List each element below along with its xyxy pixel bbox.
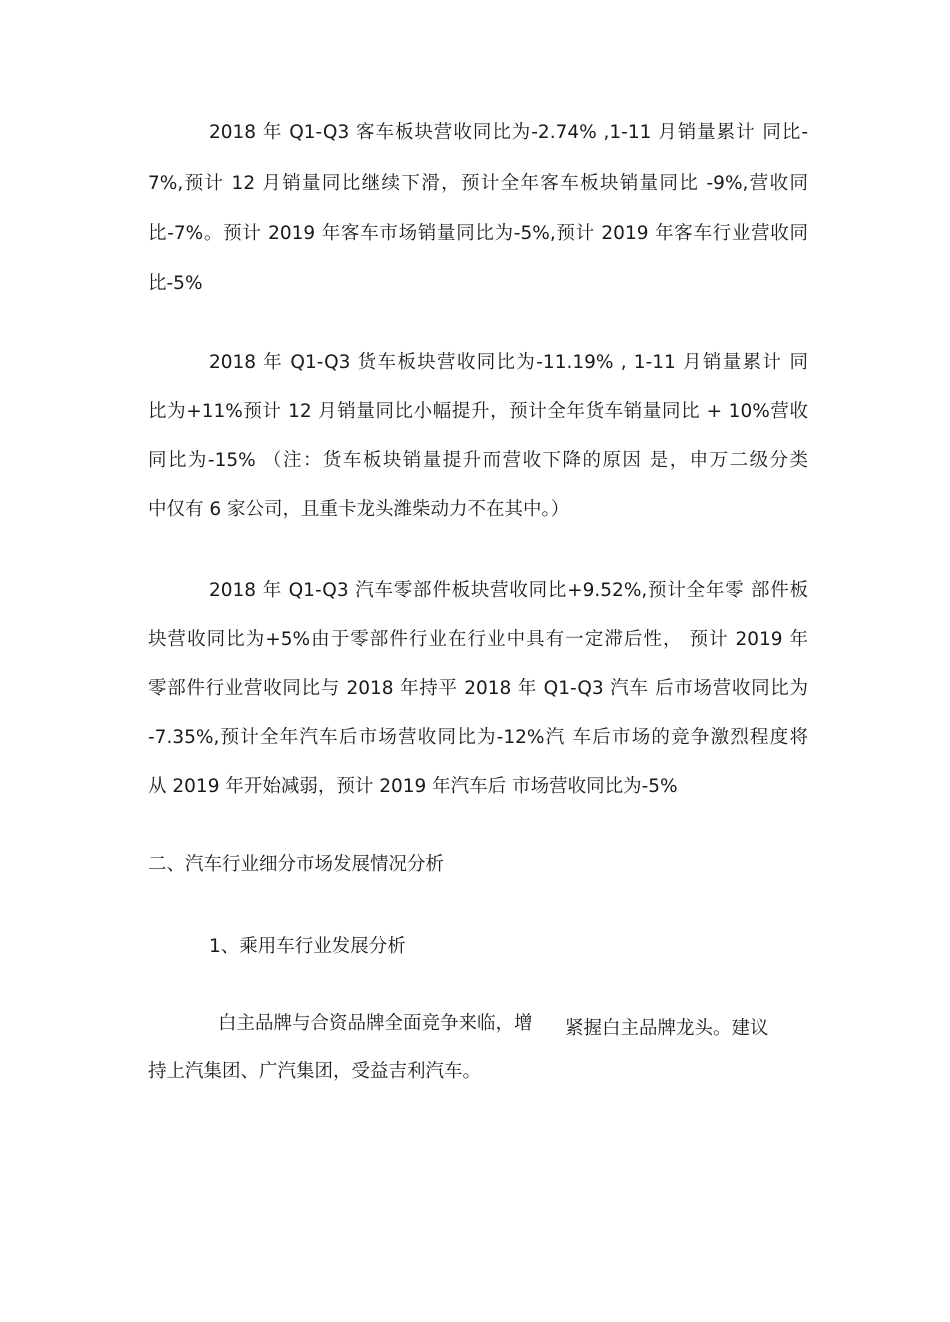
paragraph-fragment: 白主品牌与合资品牌全面竞争来临，增 — [218, 1013, 533, 1034]
paragraph-line: 块营收同比为+5%由于零部件行业在行业中具有一定滞后性， 预计 2019 年 — [148, 629, 808, 650]
paragraph-line: 比为+11%预计 12 月销量同比小幅提升，预计全年货车销量同比 + 10%营收 — [148, 401, 808, 422]
paragraph-line: 从 2019 年开始减弱，预计 2019 年汽车后 市场营收同比为-5% — [148, 776, 678, 797]
paragraph-line: 比-7%。预计 2019 年客车市场销量同比为-5%,预计 2019 年客车行业营收同 — [148, 223, 808, 244]
paragraph-line: 2018 年 Q1-Q3 汽车零部件板块营收同比+9.52%,预计全年零 部件板 — [209, 580, 808, 601]
paragraph-line: 零部件行业营收同比与 2018 年持平 2018 年 Q1-Q3 汽车 后市场营收同比为 — [148, 678, 808, 699]
paragraph-line: 中仅有 6 家公司，且重卡龙头潍柴动力不在其中。） — [148, 499, 570, 520]
paragraph-line: 2018 年 Q1-Q3 客车板块营收同比为-2.74% ,1-11 月销量累计 同比- — [209, 122, 808, 143]
paragraph-line: 7%,预计 12 月销量同比继续下滑，预计全年客车板块销量同比 -9%,营收同 — [148, 173, 808, 194]
sub-heading: 1、乘用车行业发展分析 — [209, 936, 406, 957]
section-heading: 二、汽车行业细分市场发展情况分析 — [148, 854, 445, 875]
paragraph-line: 比-5% — [148, 273, 203, 294]
paragraph-line: 持上汽集团、广汽集团，受益吉利汽车。 — [148, 1061, 482, 1082]
paragraph-line: 同比为-15% （注：货车板块销量提升而营收下降的原因 是，申万二级分类 — [148, 450, 808, 471]
paragraph-line: 2018 年 Q1-Q3 货车板块营收同比为-11.19% , 1-11 月销量累计 同 — [209, 352, 808, 373]
paragraph-fragment: 紧握白主品牌龙头。建议 — [565, 1018, 769, 1039]
paragraph-line: -7.35%,预计全年汽车后市场营收同比为-12%汽 车后市场的竞争激烈程度将 — [148, 727, 808, 748]
